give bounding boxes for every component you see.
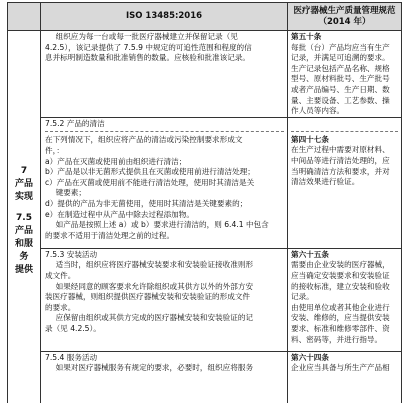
gmp-text-line: 当明确清洁方法和要求，并对 <box>291 166 390 176</box>
header-iso: ISO 13485:2016 <box>41 3 288 31</box>
iso-text-line: 件，： <box>45 145 64 155</box>
iso-text-line: 录（见 4.2.5）。 <box>45 323 101 333</box>
gmp-text-line: 作人员等内容。 <box>291 106 345 116</box>
subsection-label-line: 产品 <box>14 225 33 236</box>
iso-text-line: 适当时，组织应将医疗器械安装要求和安装验证接收准则形 <box>55 260 254 270</box>
table-row <box>8 31 402 118</box>
gmp-text-line: 中间品等进行清洁处理的，应 <box>291 155 390 165</box>
iso-text-line: 组织应为每一台或每一批医疗器械建立并保留记录（见 <box>55 32 238 41</box>
iso-text-line: 如果对医疗器械服务有规定的要求，必要时，组织应将服务 <box>55 363 254 373</box>
header-gmp-line2: （2014 年） <box>318 16 371 27</box>
iso-text-line: 如果经同意的顾客要求允许除组织或其供方以外的外部方安 <box>55 281 254 291</box>
iso-text-line: a）产品在灭菌或使用前由组织进行清洁； <box>45 156 187 166</box>
header-row <box>8 3 402 31</box>
iso-cell <box>41 248 288 351</box>
iso-text-line: 键要素； <box>55 188 86 198</box>
gmp-article-title: 第五十条 <box>291 32 322 41</box>
gmp-text-line: 由使用单位或者其他企业进行 <box>291 302 390 312</box>
subsection-number: 7.5 <box>16 212 32 223</box>
gmp-cell <box>288 31 402 118</box>
header-gmp-line1: 医疗器械生产质量管理规范 <box>293 5 396 16</box>
gmp-text-line: 料、密码等，并进行指导。 <box>291 334 383 344</box>
gmp-text-line: 安装、维修的，应当提供安装 <box>291 313 390 323</box>
gmp-text-line: 生产记录包括产品名称、规格 <box>291 63 390 73</box>
gmp-article-title: 第四十七条 <box>291 134 329 144</box>
iso-cell <box>41 117 288 248</box>
dashed-divider <box>45 131 284 132</box>
iso-text-line: b）产品是以非无菌形式提供且在灭菌或使用前进行清洁处理； <box>45 167 255 177</box>
iso-text-line: 4.2.5），该记录提供了 7.5.9 中规定的可追性范围和程度的信 <box>45 42 252 52</box>
gmp-text-line: 记录。 <box>291 292 314 302</box>
table-row <box>8 248 402 351</box>
iso-clause-title: 7.5.4 服务活动 <box>45 352 98 362</box>
gmp-text-line: 型号、原材料批号、生产批号 <box>291 74 390 84</box>
gmp-text-line: 在生产过程中需要对原材料、 <box>291 145 390 155</box>
gmp-text-line: 需要由企业安装的医疗器械， <box>291 260 390 270</box>
subsection-label-line: 和服 <box>14 238 33 249</box>
subsection-label-line: 务 <box>19 251 29 262</box>
section-number: 7 <box>20 165 28 176</box>
gmp-text-line: 的接收标准，建立安装和验收 <box>291 281 390 291</box>
gmp-cell <box>288 351 402 403</box>
iso-text-line: d）提供的产品为非无菌使用，使用时其清洁是关键要素的； <box>45 198 248 208</box>
gmp-cell <box>288 117 402 248</box>
subsection-label-line: 提供 <box>14 264 33 275</box>
iso-text-line: e）在制造过程中从产品中除去过程添加物。 <box>45 209 194 219</box>
iso-text-line: 应保留由组织或其供方完成的医疗器械安装和安装验证的记 <box>55 313 254 323</box>
comparison-table <box>7 2 402 403</box>
gmp-text-line: 或者产品编号、生产日期、数 <box>291 84 390 94</box>
gmp-text-line: 量、主要设备、工艺参数、操 <box>291 95 390 105</box>
gmp-text-line: 要求、标准和维修零部件、资 <box>291 323 390 333</box>
gmp-cell <box>288 248 402 351</box>
table-row <box>8 117 402 248</box>
section-label-line: 实现 <box>14 191 33 202</box>
header-gmp <box>288 3 402 31</box>
gmp-article-title: 第六十四条 <box>291 352 329 362</box>
iso-clause-title: 7.5.2 产品的清洁 <box>45 118 105 128</box>
gmp-article-title: 第六十五条 <box>291 249 329 259</box>
iso-text-line: 的要求。 <box>45 302 76 312</box>
iso-text-line: 在下列情况下，组织应将产品的清洁或污染控制要求形成文 <box>45 135 243 145</box>
table-row <box>8 351 402 403</box>
gmp-text-line: 应当确定安装要求和安装验证 <box>291 270 390 280</box>
iso-text-line: c）产品在灭菌或使用前不能进行清洁处理，使用时其清洁是关 <box>45 177 255 187</box>
iso-text-line: 如产品是按照上述 a）或 b）要求进行清洁的，则 6.4.1 中包含 <box>55 220 269 230</box>
iso-text-line: 装医疗器械，则组织提供医疗器械安装和安装验证的形成文件 <box>45 292 251 302</box>
iso-text-line: 成文件。 <box>45 270 76 280</box>
iso-text-line: 息并标明制造数量和批准销售的数量。应核验和批准该记录。 <box>45 53 251 63</box>
dashed-divider <box>291 131 398 132</box>
gmp-text-line: 每批（台）产品均应当有生产 <box>291 42 390 52</box>
iso-cell <box>41 31 288 118</box>
iso-text-line: 的要求不适用于清洁处理之前的过程。 <box>45 230 175 240</box>
iso-clause-title: 7.5.3 安装活动 <box>45 249 98 259</box>
header-blank-cell <box>8 3 41 31</box>
section-label-cell <box>8 31 41 403</box>
gmp-text-line: 清洁效果进行验证。 <box>291 177 360 187</box>
gmp-text-line: 企业应当具备与所生产产品相 <box>291 363 390 373</box>
section-label-line: 产品 <box>14 178 33 189</box>
gmp-text-line: 记录，并满足可追溯的要求。 <box>291 53 390 63</box>
iso-cell <box>41 351 288 403</box>
